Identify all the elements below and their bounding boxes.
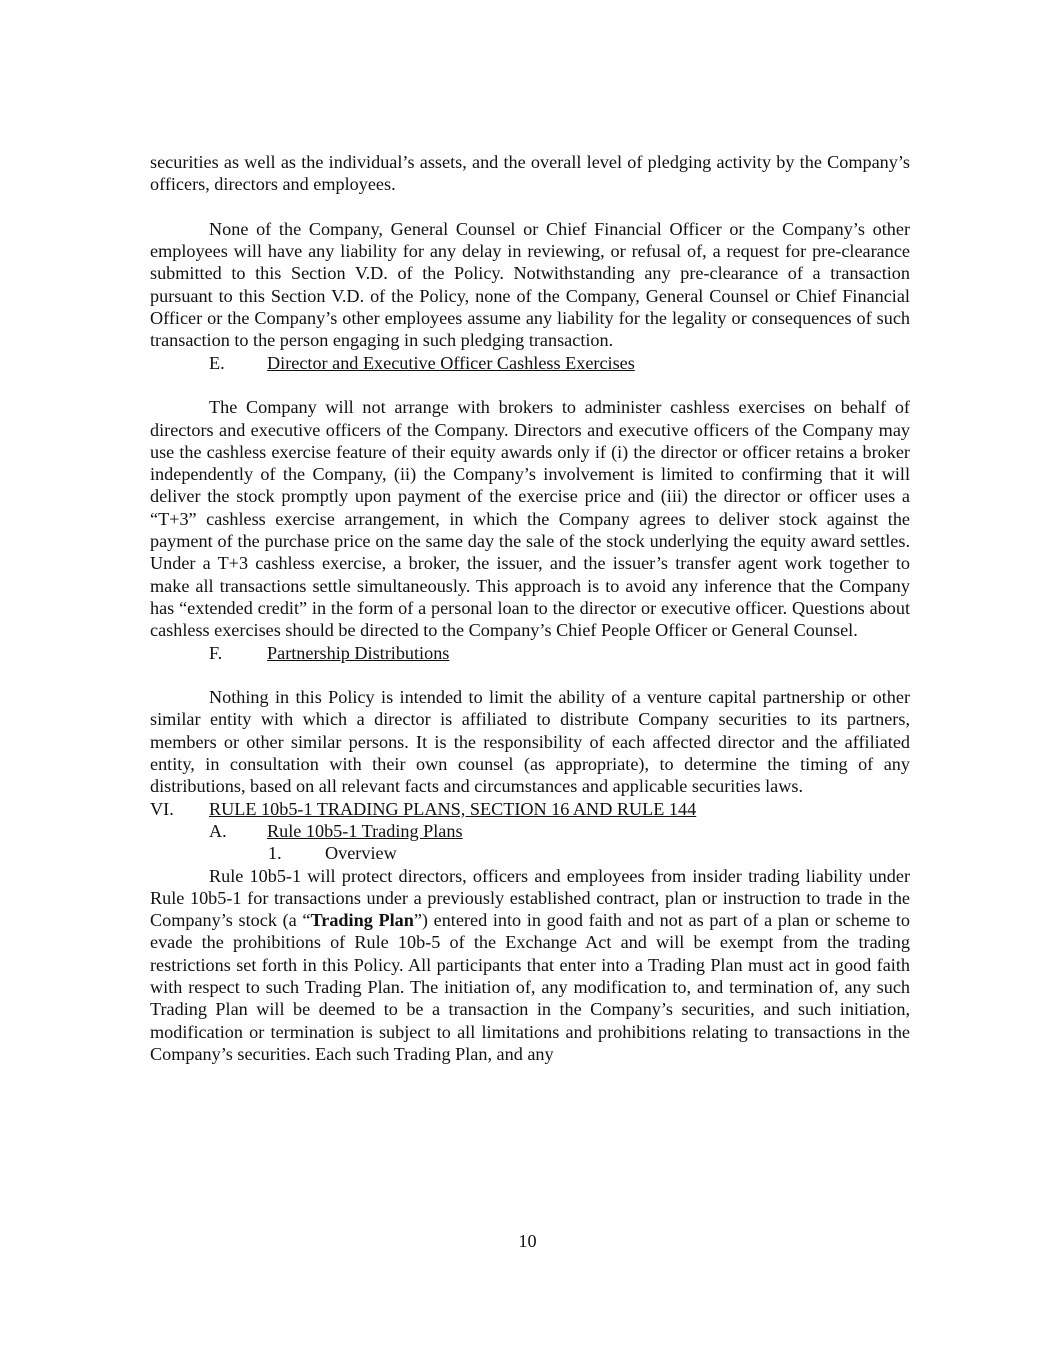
section-title: RULE 10b5-1 TRADING PLANS, SECTION 16 AND RULE 144 — [209, 798, 697, 819]
item-title: Overview — [325, 843, 397, 864]
text-run: ”) entered into in good faith and not as part of a plan or scheme to evade the prohibitions of Rule 10b-5 of the Exchange Act and will be exempt from the trading restrictions set forth in this Policy. All participants that enter into a Trading Plan must act in good faith with respect to such Trading Plan. The initiation of, any modification to, and termination of, any such Trading Plan will be deemed to be a transaction in the Company’s securities, and such initiation, modification or termination is subject to all limitations and prohibitions relating to transactions in the Company’s securities. Each such Trading Plan, and any — [150, 910, 910, 1064]
section-heading-e — [209, 352, 910, 374]
section-heading-overview — [268, 842, 910, 864]
item-number: 1. — [268, 843, 282, 864]
paragraph-cashless-exercises: The Company will not arrange with brokers to administer cashless exercises on behalf of directors and executive officers of the Company. Directors and executive officers of the Company may use the cashless exercise feature of their equity awards only if (i) the director or officer retains a broker independently of the Company, (ii) the Company’s involvement is limited to confirming that it will deliver the stock promptly upon payment of the exercise price and (iii) the director or officer uses a “T+3” cashless exercise arrangement, in which the Company agrees to deliver stock against the payment of the purchase price on the same day the sale of the stock underlying the equity award settles. Under a T+3 cashless exercise, a broker, the issuer, and the issuer’s transfer agent work together to make all transactions settle simultaneously. This approach is to avoid any inference that the Company has “extended credit” in the form of a personal loan to the director or executive officer. Questions about cashless exercises should be directed to the Company’s Chief People Officer or General Counsel. — [150, 397, 910, 641]
section-number: A. — [209, 820, 227, 841]
paragraph-partnership-distributions: Nothing in this Policy is intended to limit the ability of a venture capital partnership or other similar entity with which a director is affiliated to distribute Company securities to its partners, members or other similar persons. It is the responsibility of each affected director and the affiliated entity, in consultation with their own counsel (as appropriate), to determine the timing of any distributions, based on all relevant facts and circumstances and applicable securities laws. — [150, 687, 910, 797]
section-number: F. — [209, 642, 223, 663]
text-run: Rule 10b5-1 will protect directors, officers and employees from insider trading liability under Rule 10b5-1 for transactions under a previously established contract, plan or instruction to trade in the Company’s stock (a “ — [150, 865, 910, 931]
paragraph-trading-plan-overview — [150, 865, 910, 1066]
section-title: Director and Executive Officer Cashless Exercises — [267, 352, 635, 373]
paragraph-pledging-activity: securities as well as the individual’s assets, and the overall level of pledging activity by the Company’s officers, directors and employees. — [150, 152, 910, 195]
section-heading-vi — [150, 798, 910, 820]
section-title: Partnership Distributions — [267, 642, 450, 663]
paragraph-no-liability: None of the Company, General Counsel or Chief Financial Officer or the Company’s other employees will have any liability for any delay in reviewing, or refusal of, a request for pre-clearance submitted to this Section V.D. of the Policy. Notwithstanding any pre-clearance of a transaction pursuant to this Section V.D. of the Policy, none of the Company, General Counsel or Chief Financial Officer or the Company’s other employees assume any liability for the legality or consequences of such transaction to the person engaging in such pledging transaction. — [150, 218, 910, 351]
section-number: E. — [209, 352, 225, 373]
section-number: VI. — [150, 798, 174, 819]
defined-term-trading-plan: Trading Plan — [310, 910, 414, 931]
section-heading-a — [209, 820, 910, 842]
section-title: Rule 10b5-1 Trading Plans — [267, 820, 463, 841]
document-page — [150, 151, 910, 1065]
page-number: 10 — [518, 1231, 537, 1251]
section-heading-f — [209, 642, 910, 664]
